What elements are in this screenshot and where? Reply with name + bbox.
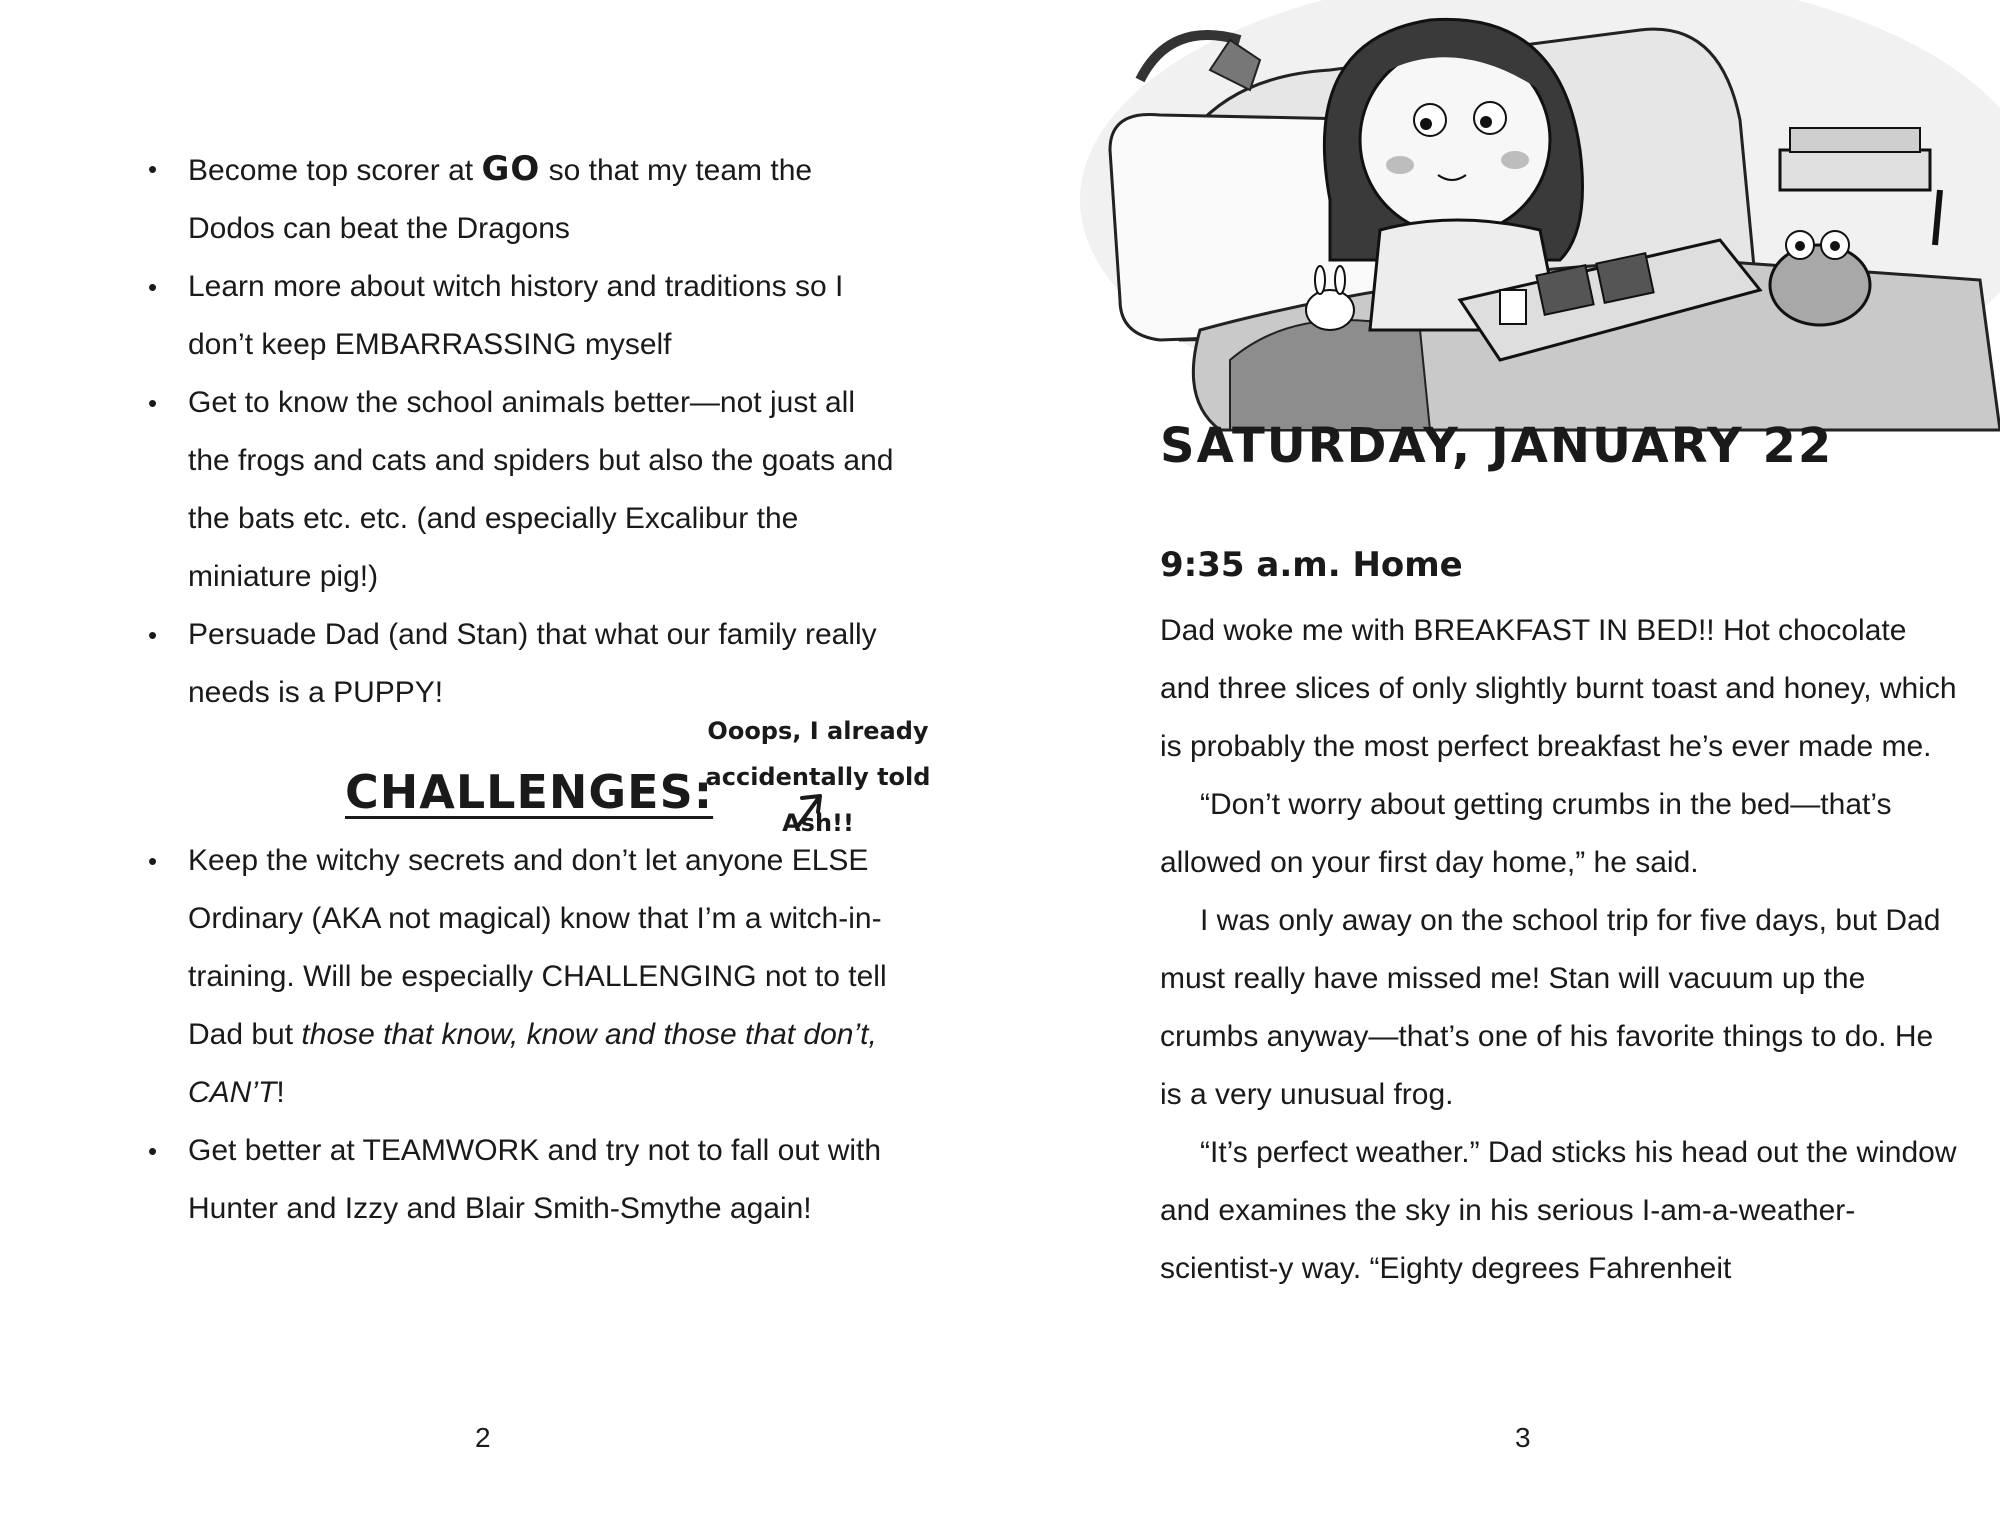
page-number: 2 <box>475 1422 491 1453</box>
time-heading: 9:35 a.m. Home <box>1160 545 1463 585</box>
paragraph: “It’s perfect weather.” Dad sticks his head out the window and examines the sky in his serious I-am-a-weather-scientist-y way. “Eighty degrees Fahrenheit <box>1160 1136 1957 1285</box>
challenges-list <box>140 832 900 1238</box>
list-item <box>140 140 900 258</box>
bullet-icon: • <box>148 620 158 650</box>
list-item <box>140 374 900 606</box>
challenge-text-end: ! <box>276 1076 285 1109</box>
bullet-icon: • <box>148 388 158 418</box>
list-item <box>140 832 900 1122</box>
goal-text: Get to know the school animals better—not just all the frogs and cats and spiders but also the goats and the bats etc. etc. (and especially Excalibur the miniature pig!) <box>188 386 894 593</box>
page-number: 3 <box>1515 1422 1531 1453</box>
goal-text: Learn more about witch history and traditions so I don’t keep EMBARRASSING myself <box>188 270 844 361</box>
handwritten-note: Ooops, I already accidentally told Ash!! <box>705 717 931 837</box>
go-game-name: GO <box>481 149 541 189</box>
paragraph: “Don’t worry about getting crumbs in the bed—that’s allowed on your first day home,” he said. <box>1160 788 1892 879</box>
goal-text-end: so that my team the Dodos can beat the Dragons <box>188 154 813 245</box>
list-item <box>140 258 900 374</box>
bullet-icon: • <box>148 1136 158 1166</box>
paragraph: I was only away on the school trip for five days, but Dad must really have missed me! Stan will vacuum up the crumbs anyway—that’s one of his favorite things to do. He is a very unusual frog. <box>1160 904 1941 1111</box>
goal-text-start: Become top scorer at <box>188 154 482 187</box>
list-item <box>140 606 900 722</box>
diary-entry <box>1160 602 1960 1298</box>
arrow-icon <box>790 790 830 830</box>
bullet-icon: • <box>148 272 158 302</box>
right-page <box>1000 0 2000 1537</box>
bullet-icon: • <box>148 154 158 184</box>
challenge-text: Get better at TEAMWORK and try not to fall out with Hunter and Izzy and Blair Smith-Smythe again! <box>188 1134 882 1225</box>
goal-text: Persuade Dad (and Stan) that what our family really needs is a PUPPY! <box>188 618 877 709</box>
goals-list <box>140 140 900 722</box>
bed-illustration-icon <box>1000 0 2000 440</box>
challenge-text-start: Keep the witchy secrets and don’t let anyone ELSE Ordinary (AKA not magical) know that I’m a witch-in-training. Will be especially CHALLENGING not to tell Dad but <box>188 844 887 1051</box>
challenges-heading: CHALLENGES: <box>345 765 714 819</box>
list-item <box>140 1122 900 1238</box>
date-heading: SATURDAY, JANUARY 22 <box>1160 418 1834 474</box>
paragraph: Dad woke me with BREAKFAST IN BED!! Hot chocolate and three slices of only slightly burnt toast and honey, which is probably the most perfect breakfast he’s ever made me. <box>1160 614 1957 763</box>
challenge-quote: those that know, know and those that don’t, CAN’T <box>188 1018 877 1109</box>
bullet-icon: • <box>148 846 158 876</box>
